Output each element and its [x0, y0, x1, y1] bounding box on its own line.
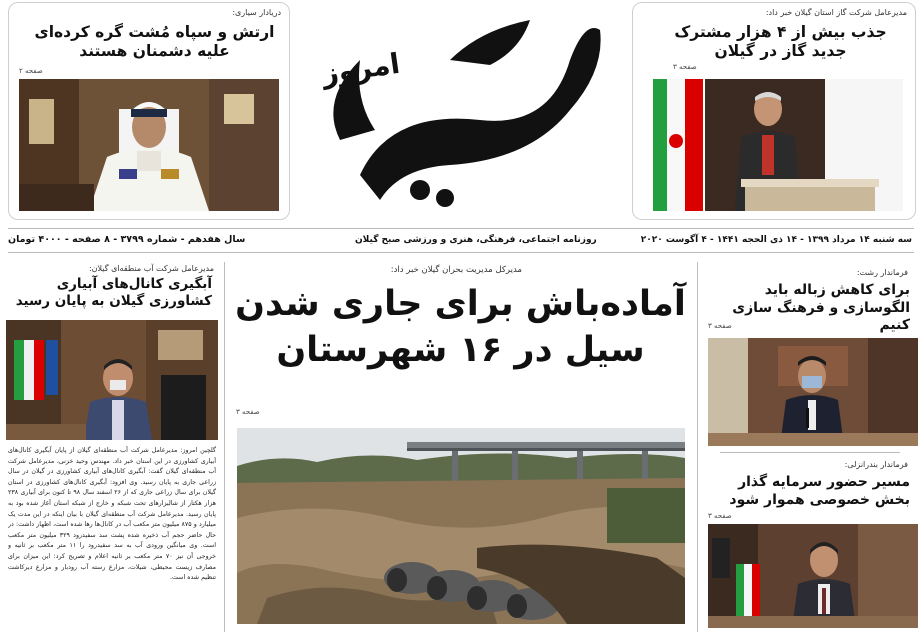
right-item1-kicker: فرماندار رشت:: [856, 268, 908, 277]
info-bar-bottom-rule: [8, 252, 914, 253]
left-kicker: مدیرعامل شرکت آب منطقه‌ای گیلان:: [88, 264, 214, 273]
top-right-news-box: [632, 2, 916, 220]
right-item1-page-ref: صفحه ۳: [708, 322, 732, 330]
right-col-separator: [720, 452, 900, 453]
gas-ceo-photo[interactable]: [645, 79, 903, 211]
top-left-page-ref: صفحه ۲: [19, 67, 43, 75]
top-left-kicker: دریادار سیاری:: [232, 8, 281, 17]
right-divider: [697, 262, 698, 632]
rasht-governor-photo[interactable]: [708, 338, 918, 446]
top-right-headline[interactable]: جذب بیش از ۴ هزار مشترک جدید گاز در گیلان: [674, 23, 887, 61]
iran-flag-icon: [736, 564, 744, 619]
top-left-headline[interactable]: ارتش و سپاه مُشت گره کرده‌ای علیه دشمنان هستند: [34, 23, 275, 61]
left-column: [4, 258, 220, 636]
top-right-page-ref: صفحه ۳: [673, 63, 697, 71]
issue-info: [8, 234, 245, 245]
top-right-kicker: مدیرعامل شرکت گاز استان گیلان خبر داد:: [765, 8, 907, 17]
right-item2-kicker: فرماندار بندرانزلی:: [844, 460, 908, 469]
issue-text: سال هفدهم - شماره ۳۷۹۹ - ۸ صفحه -: [61, 234, 246, 245]
right-item2-headline[interactable]: مسیر حضور سرمایه گذار بخش خصوصی هموار شود: [729, 474, 910, 508]
right-column: [700, 258, 918, 636]
masthead-subtitle: امروز: [320, 46, 402, 91]
main-kicker: مدیرکل مدیریت بحران گیلان خبر داد:: [390, 265, 522, 275]
top-left-news-box: [8, 2, 290, 220]
anzali-governor-photo[interactable]: [708, 524, 918, 628]
main-headline[interactable]: آماده‌باش برای جاری شدن سیل در ۱۶ شهرستان: [235, 284, 686, 370]
info-bar-top-rule: [8, 228, 914, 229]
right-item1-headline[interactable]: برای کاهش زباله باید الگوسازی و فرهنگ سازی کنیم: [732, 282, 910, 333]
left-headline[interactable]: آبگیری کانال‌های آبیاری کشاورزی گیلان به پایان رسید: [15, 276, 212, 309]
admiral-photo[interactable]: [19, 79, 279, 211]
date-line: سه شنبه ۱۴ مرداد ۱۳۹۹ - ۱۴ ذی الحجه ۱۴۴۱ - ۴ آگوست ۲۰۲۰: [640, 235, 912, 245]
price-text: ۴۰۰۰ تومان: [8, 234, 62, 245]
main-page-ref: صفحه ۳: [236, 408, 260, 416]
paper-description: روزنامه اجتماعی، فرهنگی، هنری و ورزشی صبح گیلان: [355, 235, 597, 245]
left-article-body: گلچین امروز: مدیرعامل شرکت آب منطقه‌ای گیلان از پایان آبگیری کانال‌های آبیاری کشاورزی در این استان خبر داد. مهندس وحید خزنی، مدیرعامل شرکت آب منطقه‌ای گیلان گفت: آبگیری کانال‌های آبیاری کشاورزی در گیلان در سال زراعی جاری به پایان رسید. وی افزود: آبگیری کانال‌های کشاورزی در استان گیلان برای سال زراعی جاری که از ۲۶ اسفند سال ۹۸ تا کنون برای آبیاری ۲۳۸ هزار هکتار از شالیزارهای تحت شبکه و خارج از شبکه استان آغاز شده بود به پایان رسید. مدیرعامل شرکت آب منطقه‌ای گیلان با بیان اینکه در این مدت یک میلیارد و ۸۷۵ میلیون متر مکعب آب در کانال‌ها رها شده است، اظهار داشت: در حال حاضر حجم آب ذخیره شده پشت سد سفیدرود ۳۲۹ میلیون متر مکعب است. وی میانگین ورودی آب به سد سفیدرود را ۱۱ متر مکعب بر ثانیه و خروجی آن نیز ۷۰ متر مکعب بر ثانیه اعلام و تصریح کرد: این میزان برای مصارف زیست محیطی، شیلات، مزارع رسته آب رودبار و مزارع دیرکاشت تنظیم شده است.: [8, 447, 216, 582]
water-ceo-photo[interactable]: [6, 320, 218, 440]
masthead-logo[interactable]: [300, 0, 620, 225]
left-divider: [224, 262, 225, 632]
main-story: [228, 258, 694, 636]
right-item2-page-ref: صفحه ۳: [708, 512, 732, 520]
flood-photo[interactable]: [237, 428, 685, 624]
